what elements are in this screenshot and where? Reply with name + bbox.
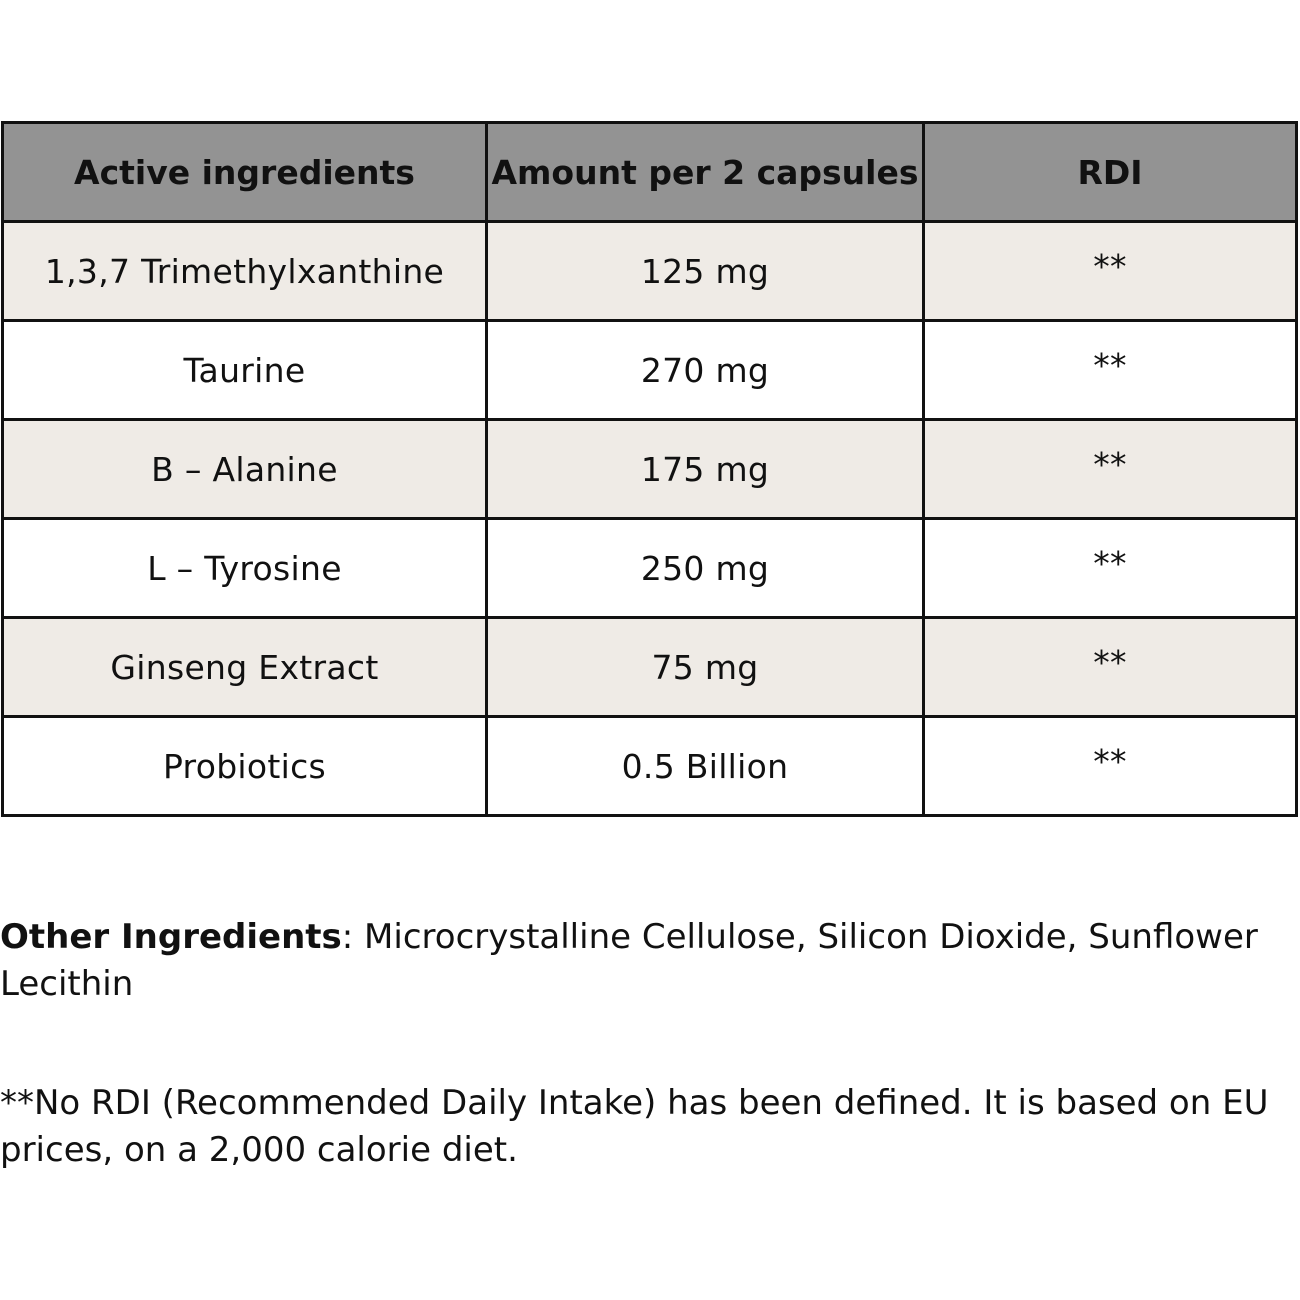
table-row (3, 321, 1297, 420)
table-row (3, 420, 1297, 519)
amount-cell: 250 mg (487, 519, 924, 618)
rdi-cell (924, 420, 1297, 519)
table-row (3, 618, 1297, 717)
rdi-value: ** (1093, 246, 1127, 286)
rdi-cell (924, 618, 1297, 717)
ingredients-table (1, 121, 1298, 817)
header-amount-per-2-capsules: Amount per 2 capsules (487, 123, 924, 222)
other-ingredients-paragraph (0, 914, 1270, 1008)
amount-cell: 75 mg (487, 618, 924, 717)
rdi-value: ** (1093, 444, 1127, 484)
ingredient-cell: 1,3,7 Trimethylxanthine (3, 222, 487, 321)
table-header-row (3, 123, 1297, 222)
amount-cell: 175 mg (487, 420, 924, 519)
rdi-cell (924, 717, 1297, 816)
table-row (3, 222, 1297, 321)
other-ingredients-label: Other Ingredients (0, 917, 342, 957)
rdi-value: ** (1093, 642, 1127, 682)
rdi-value: ** (1093, 741, 1127, 781)
table-row (3, 519, 1297, 618)
header-active-ingredients: Active ingredients (3, 123, 487, 222)
amount-cell: 125 mg (487, 222, 924, 321)
rdi-cell (924, 519, 1297, 618)
ingredient-cell: Taurine (3, 321, 487, 420)
header-rdi: RDI (924, 123, 1297, 222)
ingredient-cell: B – Alanine (3, 420, 487, 519)
rdi-footnote: **No RDI (Recommended Daily Intake) has been defined. It is based on EU prices, on a 2,000 calorie diet. (0, 1083, 1269, 1170)
rdi-value: ** (1093, 543, 1127, 583)
ingredient-cell: Ginseng Extract (3, 618, 487, 717)
rdi-cell (924, 321, 1297, 420)
rdi-value: ** (1093, 345, 1127, 385)
ingredient-cell: Probiotics (3, 717, 487, 816)
other-ingredients-text: : Microcrystalline Cellulose, Silicon Dioxide, Sunflower Lecithin (0, 917, 1258, 1004)
rdi-cell (924, 222, 1297, 321)
table-row (3, 717, 1297, 816)
ingredient-cell: L – Tyrosine (3, 519, 487, 618)
amount-cell: 0.5 Billion (487, 717, 924, 816)
amount-cell: 270 mg (487, 321, 924, 420)
